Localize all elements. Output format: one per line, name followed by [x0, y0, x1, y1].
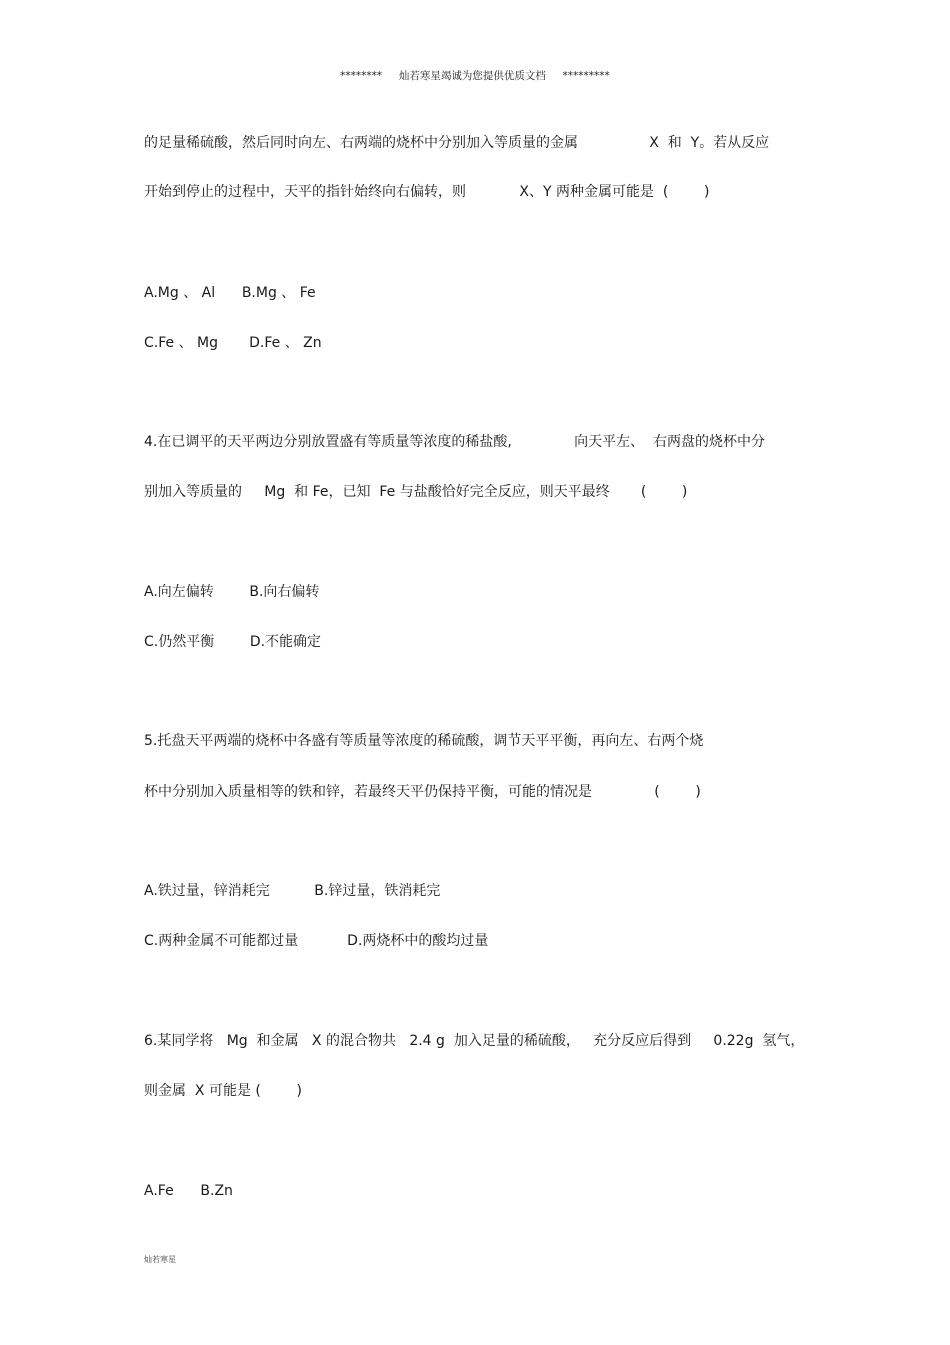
question-6-text-line-2: 则金属 X 可能是 ( ) [144, 1083, 302, 1099]
question-3-option-c-d: C.Fe 、 Mg D.Fe 、 Zn [144, 335, 322, 351]
question-5-text-line-2: 杯中分别加入质量相等的铁和锌，若最终天平仍保持平衡，可能的情况是 ( ) [144, 784, 701, 800]
question-4-text-line-1: 4.在已调平的天平两边分别放置盛有等质量等浓度的稀盐酸, 向天平左、 右两盘的烧杯中分 [144, 434, 766, 450]
page-footer: 灿若寒星 [144, 1255, 176, 1264]
question-6-text-line-1: 6.某同学将 Mg 和金属 X 的混合物共 2.4 g 加入足量的稀硫酸， 充分反应后得到 0.22g 氢气， [144, 1033, 805, 1049]
question-3-text-line-1: 的足量稀硫酸，然后同时向左、右两端的烧杯中分别加入等质量的金属 X 和 Y。若从反应 [144, 135, 770, 151]
question-4-option-c-d: C.仍然平衡 D.不能确定 [144, 634, 322, 650]
question-3-option-a-b: A.Mg 、 Al B.Mg 、 Fe [144, 285, 316, 301]
question-5-text-line-1: 5.托盘天平两端的烧杯中各盛有等质量等浓度的稀硫酸，调节天平平衡，再向左、右两个烧 [144, 733, 704, 749]
question-4-text-line-2: 别加入等质量的 Mg 和 Fe，已知 Fe 与盐酸恰好完全反应，则天平最终 ( ) [144, 484, 688, 500]
page-header: ******** 灿若寒星竭诚为您提供优质文档 ********* [340, 70, 610, 82]
question-5-option-a-b: A.铁过量，锌消耗完 B.锌过量，铁消耗完 [144, 883, 441, 899]
question-6-option-a-b: A.Fe B.Zn [144, 1183, 233, 1199]
question-3-text-line-2: 开始到停止的过程中，天平的指针始终向右偏转，则 X、Y 两种金属可能是 ( ) [144, 184, 710, 200]
question-5-option-c-d: C.两种金属不可能都过量 D.两烧杯中的酸均过量 [144, 933, 489, 949]
question-4-option-a-b: A.向左偏转 B.向右偏转 [144, 584, 320, 600]
